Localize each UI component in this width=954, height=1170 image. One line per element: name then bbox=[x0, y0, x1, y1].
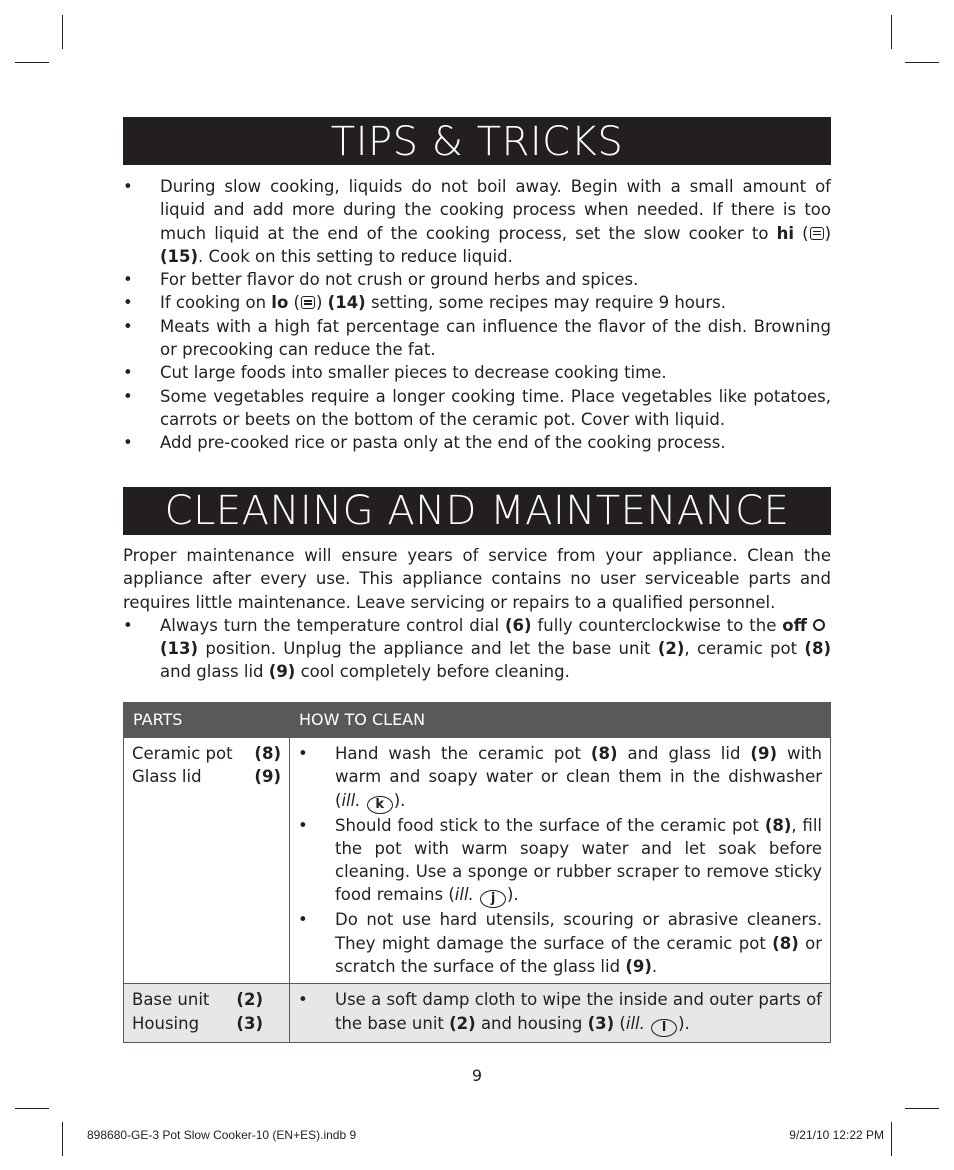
footer-timestamp: 9/21/10 12:22 PM bbox=[789, 1128, 884, 1142]
list-item: • Add pre-cooked rice or pasta only at the end of the cooking process. bbox=[123, 431, 831, 454]
lo-setting-icon bbox=[301, 296, 315, 309]
list-item: • Do not use hard utensils, scouring or abrasive cleaners. They might damage the surface of the ceramic pot (8) or scratch the surface of the glass lid (9). bbox=[298, 908, 822, 978]
hi-setting-icon bbox=[810, 227, 824, 240]
list-item: • Some vegetables require a longer cooking time. Place vegetables like potatoes, carrots or beets on the bottom of the ceramic pot. Cover with liquid. bbox=[123, 385, 831, 432]
crop-mark bbox=[891, 1122, 892, 1156]
cleaning-title: CLEANING AND MAINTENANCE bbox=[123, 487, 831, 535]
crop-mark bbox=[62, 15, 63, 49]
table-row bbox=[124, 984, 831, 1042]
list-item: • Use a soft damp cloth to wipe the inside and outer parts of the base unit (2) and housing (3) (ill. l ). bbox=[298, 988, 822, 1036]
how-to-clean-header: HOW TO CLEAN bbox=[290, 703, 831, 738]
off-symbol-icon bbox=[813, 619, 825, 631]
table-row bbox=[124, 738, 831, 984]
crop-mark bbox=[15, 1108, 49, 1109]
crop-mark bbox=[905, 62, 939, 63]
crop-mark bbox=[62, 1122, 63, 1156]
illustration-j-icon: j bbox=[480, 890, 506, 908]
list-item: • During slow cooking, liquids do not boil away. Begin with a small amount of liquid and add more during the cooking process when needed. If there is too much liquid at the end of the cooking process, set the slow cooker to hi ( ) (15). Cook on this setting to reduce liquid. bbox=[123, 175, 831, 268]
part-item: Housing (3) bbox=[132, 1013, 263, 1033]
crop-mark bbox=[891, 15, 892, 49]
illustration-k-icon: k bbox=[367, 796, 393, 814]
list-item: • Should food stick to the surface of the ceramic pot (8), fill the pot with warm soapy water and let soak before cleaning. Use a sponge or rubber scraper to remove sticky food remains (ill. j ). bbox=[298, 814, 822, 909]
page-number: 9 bbox=[471, 1066, 483, 1085]
crop-mark bbox=[15, 62, 49, 63]
list-item: • Cut large foods into smaller pieces to decrease cooking time. bbox=[123, 361, 831, 384]
part-item: Base unit (2) bbox=[132, 990, 263, 1010]
crop-mark bbox=[905, 1108, 939, 1109]
cleaning-intro: Proper maintenance will ensure years of service from your appliance. Clean the appliance after every use. This appliance contains no user serviceable parts and requires little maintenance. Leave servicing or repairs to a qualified personnel. • Always turn the temperature control dial (6) fully counterclockwise to the off(13) position. Unplug the appliance and let the base unit (2), ceramic pot (8) and glass lid (9) cool completely before cleaning. bbox=[123, 544, 831, 684]
cleaning-table bbox=[123, 702, 831, 1043]
tips-title: TIPS & TRICKS bbox=[123, 117, 831, 165]
list-item: • Always turn the temperature control dial (6) fully counterclockwise to the off(13) position. Unplug the appliance and let the base unit (2), ceramic pot (8) and glass lid (9) cool completely before cleaning. bbox=[123, 614, 831, 684]
part-item: Glass lid (9) bbox=[132, 767, 281, 787]
list-item: • Meats with a high fat percentage can influence the flavor of the dish. Browning or precooking can reduce the fat. bbox=[123, 315, 831, 362]
tips-list bbox=[123, 175, 831, 455]
list-item: • For better flavor do not crush or ground herbs and spices. bbox=[123, 268, 831, 291]
illustration-l-icon: l bbox=[651, 1019, 677, 1037]
list-item: • Hand wash the ceramic pot (8) and glass lid (9) with warm and soapy water or clean them in the dishwasher (ill. k ). bbox=[298, 742, 822, 814]
part-item: Ceramic pot (8) bbox=[132, 744, 281, 763]
parts-header: PARTS bbox=[124, 703, 290, 738]
list-item: • If cooking on lo ( ) (14) setting, some recipes may require 9 hours. bbox=[123, 291, 831, 314]
footer-file-name: 898680-GE-3 Pot Slow Cooker-10 (EN+ES).indb 9 bbox=[87, 1128, 357, 1142]
